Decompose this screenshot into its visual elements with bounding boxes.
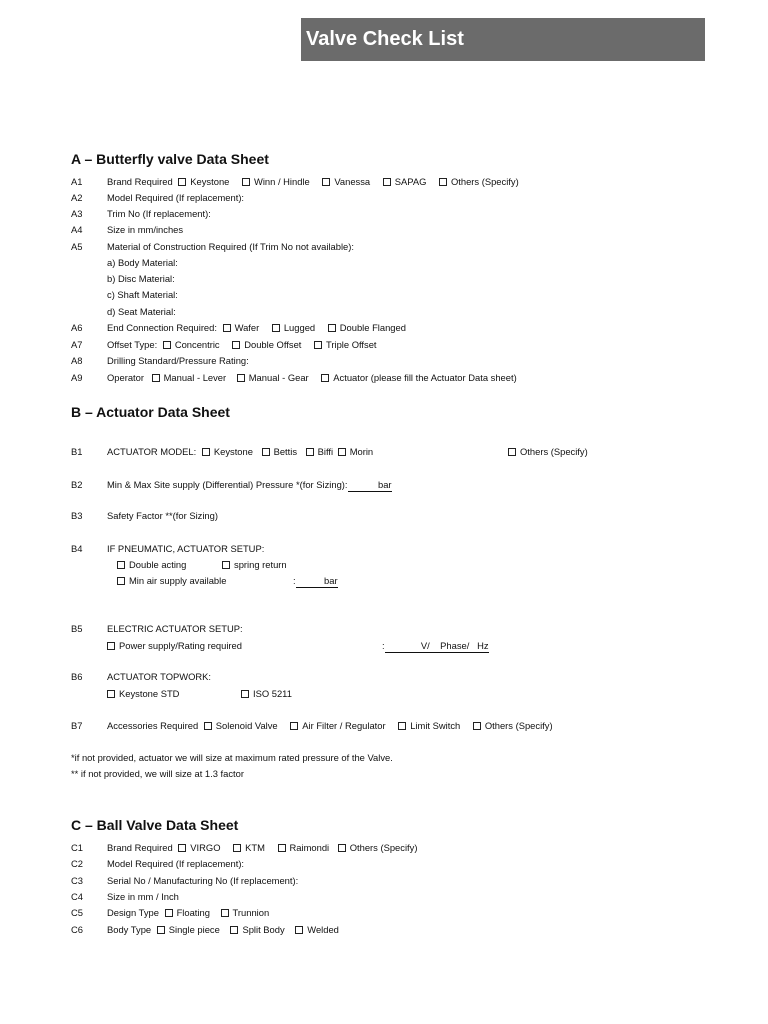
section-a-heading: A – Butterfly valve Data Sheet: [71, 151, 269, 167]
b1-option: Biffi: [317, 446, 334, 457]
a7-option: Triple Offset: [326, 339, 377, 350]
b1-checkbox-keystone[interactable]: [202, 448, 210, 456]
a6-checkbox-lugged[interactable]: [272, 324, 280, 332]
b2-pressure-field[interactable]: [348, 479, 392, 492]
a6-option: Double Flanged: [339, 322, 406, 333]
c6-option: Single piece: [168, 924, 220, 935]
c1-option: Raimondi: [289, 842, 330, 853]
a9-option: Actuator (please fill the Actuator Data sheet): [333, 372, 517, 383]
b1-other-label: Others (Specify): [520, 446, 588, 457]
b7-option: Air Filter / Regulator: [302, 720, 386, 731]
b7-option: Others (Specify): [484, 720, 553, 731]
b4-checkbox-spring-return[interactable]: [222, 561, 230, 569]
a1-option: Vanessa: [334, 176, 371, 187]
a8-code: A8: [71, 355, 83, 366]
a7-option: Concentric: [174, 339, 220, 350]
c1-option: VIRGO: [190, 842, 221, 853]
b4-checkbox-double-acting[interactable]: [117, 561, 125, 569]
a9-checkbox-lever[interactable]: [152, 374, 160, 382]
c4-label: Size in mm / Inch: [107, 891, 179, 902]
c1-checkbox-ktm[interactable]: [233, 844, 241, 852]
a4-code: A4: [71, 224, 83, 235]
b7-label: Accessories Required: [107, 720, 199, 731]
a6-checkbox-wafer[interactable]: [223, 324, 231, 332]
footnote-1: *if not provided, actuator we will size at maximum rated pressure of the Valve.: [71, 752, 393, 763]
b3-label: Safety Factor **(for Sizing): [107, 510, 218, 521]
b1-code: B1: [71, 446, 83, 457]
b4-label: IF PNEUMATIC, ACTUATOR SETUP:: [107, 543, 265, 554]
c5-code: C5: [71, 907, 83, 918]
a8-label: Drilling Standard/Pressure Rating:: [107, 355, 249, 366]
c6-checkbox-single-piece[interactable]: [157, 926, 165, 934]
a5-disc-material: b) Disc Material:: [107, 273, 175, 284]
a1-option: SAPAG: [394, 176, 427, 187]
b6-row-1: [107, 688, 179, 700]
b6-checkbox-keystone-std[interactable]: [107, 690, 115, 698]
b4-colon: :: [293, 575, 296, 586]
b7-checkbox-others[interactable]: [473, 722, 481, 730]
c6-checkbox-welded[interactable]: [295, 926, 303, 934]
b5-power-field[interactable]: [385, 640, 489, 653]
a7-label: Offset Type:: [107, 339, 158, 350]
b5-row: [107, 640, 242, 652]
c5-label: Design Type: [107, 907, 159, 918]
c4-code: C4: [71, 891, 83, 902]
b3-code: B3: [71, 510, 83, 521]
a9-code: A9: [71, 372, 83, 383]
a1-option: Others (Specify): [450, 176, 519, 187]
b7-code: B7: [71, 720, 83, 731]
b5-field-row: [382, 640, 489, 653]
a1-row: [107, 176, 525, 188]
b1-option: Morin: [349, 446, 374, 457]
b7-row: [107, 720, 559, 732]
c6-option: Split Body: [242, 924, 285, 935]
c3-code: C3: [71, 875, 83, 886]
b4-unit: bar: [324, 575, 338, 586]
b6-checkbox-iso5211[interactable]: [241, 690, 249, 698]
a1-checkbox-4[interactable]: [383, 178, 391, 186]
a5-code: A5: [71, 241, 83, 252]
c5-checkbox-trunnion[interactable]: [221, 909, 229, 917]
a3-label: Trim No (If replacement):: [107, 208, 211, 219]
c1-row: [107, 842, 423, 854]
a9-option: Manual - Lever: [163, 372, 227, 383]
a6-code: A6: [71, 322, 83, 333]
a1-option: Winn / Hindle: [253, 176, 310, 187]
b1-checkbox-biffi[interactable]: [306, 448, 314, 456]
b4-option: Double acting: [129, 559, 187, 570]
c2-label: Model Required (If replacement):: [107, 858, 245, 869]
a5-seat-material: d) Seat Material:: [107, 306, 176, 317]
a6-option: Wafer: [234, 322, 260, 333]
b2-code: B2: [71, 479, 83, 490]
c1-code: C1: [71, 842, 83, 853]
b7-checkbox-air-filter[interactable]: [290, 722, 298, 730]
a6-option: Lugged: [283, 322, 316, 333]
c5-option: Floating: [176, 907, 210, 918]
b1-checkbox-others[interactable]: [508, 448, 516, 456]
b4-air-field[interactable]: [296, 575, 338, 588]
c1-checkbox-virgo[interactable]: [178, 844, 186, 852]
c6-label: Body Type: [107, 924, 152, 935]
a2-label: Model Required (If replacement):: [107, 192, 245, 203]
b5-label: ELECTRIC ACTUATOR SETUP:: [107, 623, 243, 634]
a7-row: [107, 339, 383, 351]
a7-checkbox-triple-offset[interactable]: [314, 341, 322, 349]
c1-label: Brand Required: [107, 842, 173, 853]
b2-row: [107, 479, 392, 492]
b7-checkbox-solenoid[interactable]: [204, 722, 212, 730]
a1-checkbox-1[interactable]: [178, 178, 186, 186]
a9-option: Manual - Gear: [248, 372, 309, 383]
a6-label: End Connection Required:: [107, 322, 217, 333]
b7-option: Limit Switch: [410, 720, 461, 731]
a1-checkbox-5[interactable]: [439, 178, 447, 186]
c1-option: KTM: [245, 842, 265, 853]
b4-row-2: [117, 575, 226, 587]
b5-unit: V/ Phase/ Hz: [420, 640, 489, 651]
footnote-2: ** if not provided, we will size at 1.3 factor: [71, 768, 244, 779]
b6-label: ACTUATOR TOPWORK:: [107, 671, 212, 682]
b4-row-1b: [222, 559, 287, 571]
c5-row: [107, 907, 275, 919]
a7-checkbox-double-offset[interactable]: [232, 341, 240, 349]
a7-option: Double Offset: [244, 339, 302, 350]
a7-code: A7: [71, 339, 83, 350]
b1-option: Keystone: [213, 446, 253, 457]
b6-option: Keystone STD: [119, 688, 180, 699]
a5-shaft-material: c) Shaft Material:: [107, 289, 178, 300]
b4-air-field-row: [293, 575, 338, 588]
b4-checkbox-min-air[interactable]: [117, 577, 125, 585]
b2-label: Min & Max Site supply (Differential) Pressure *(for Sizing):: [107, 479, 348, 490]
b6-code: B6: [71, 671, 83, 682]
b1-option: Bettis: [273, 446, 298, 457]
c6-code: C6: [71, 924, 83, 935]
b5-colon: :: [382, 640, 385, 651]
c6-option: Welded: [307, 924, 339, 935]
c6-checkbox-split-body[interactable]: [230, 926, 238, 934]
a1-label: Brand Required: [107, 176, 173, 187]
b1-row: [107, 446, 379, 458]
a3-code: A3: [71, 208, 83, 219]
c1-checkbox-raimondi[interactable]: [278, 844, 286, 852]
c5-checkbox-floating[interactable]: [165, 909, 173, 917]
b5-option: Power supply/Rating required: [119, 640, 242, 651]
b7-checkbox-limit-switch[interactable]: [398, 722, 406, 730]
b7-option: Solenoid Valve: [215, 720, 278, 731]
a1-option: Keystone: [190, 176, 230, 187]
a6-row: [107, 322, 412, 334]
c1-option: Others (Specify): [349, 842, 418, 853]
a6-checkbox-double-flanged[interactable]: [328, 324, 336, 332]
b1-checkbox-bettis[interactable]: [262, 448, 270, 456]
c6-row: [107, 924, 345, 936]
a9-label: Operator: [107, 372, 144, 383]
a1-code: A1: [71, 176, 83, 187]
b6-option: ISO 5211: [253, 688, 292, 699]
b4-option: spring return: [234, 559, 287, 570]
a9-checkbox-gear[interactable]: [237, 374, 245, 382]
c1-checkbox-others[interactable]: [338, 844, 346, 852]
a9-checkbox-actuator[interactable]: [321, 374, 329, 382]
a1-checkbox-2[interactable]: [242, 178, 250, 186]
b4-code: B4: [71, 543, 83, 554]
a4-label: Size in mm/inches: [107, 224, 184, 235]
b5-checkbox-power[interactable]: [107, 642, 115, 650]
b5-code: B5: [71, 623, 83, 634]
b1-checkbox-morin[interactable]: [338, 448, 346, 456]
b1-label: ACTUATOR MODEL:: [107, 446, 197, 457]
a5-body-material: a) Body Material:: [107, 257, 178, 268]
c5-option: Trunnion: [232, 907, 270, 918]
page-title: Valve Check List: [301, 18, 705, 61]
a2-code: A2: [71, 192, 83, 203]
b6-row-2: [241, 688, 292, 700]
a1-checkbox-3[interactable]: [322, 178, 330, 186]
c2-code: C2: [71, 858, 83, 869]
a5-label: Material of Construction Required (If Trim No not available):: [107, 241, 354, 252]
section-c-heading: C – Ball Valve Data Sheet: [71, 817, 239, 833]
b2-unit: bar: [377, 479, 392, 490]
section-b-heading: B – Actuator Data Sheet: [71, 404, 230, 420]
b4-row-1: [117, 559, 186, 571]
a7-checkbox-concentric[interactable]: [163, 341, 171, 349]
a9-row: [107, 372, 523, 384]
b1-other: [508, 446, 588, 458]
b4-option: Min air supply available: [129, 575, 227, 586]
c3-label: Serial No / Manufacturing No (If replacement):: [107, 875, 299, 886]
